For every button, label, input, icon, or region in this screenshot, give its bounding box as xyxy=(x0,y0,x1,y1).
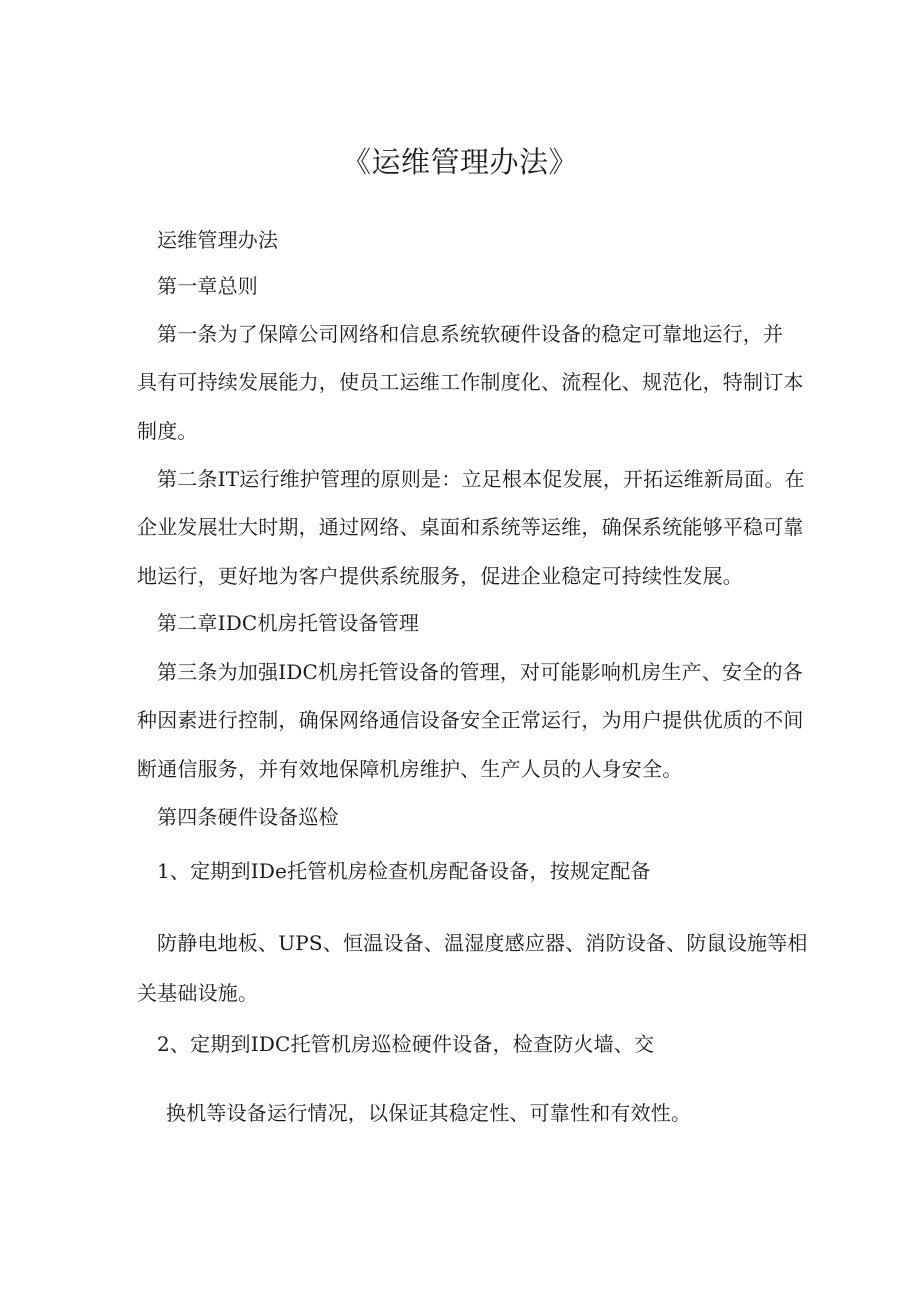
document-title: 《运维管理办法》 xyxy=(341,145,578,179)
paragraph-line: 第三条为加强IDC机房托管设备的管理，对可能影响机房生产、安全的各 xyxy=(157,660,803,684)
paragraph-line: 地运行，更好地为客户提供系统服务，促进企业稳定可持续性发展。 xyxy=(137,564,743,588)
paragraph-line: 种因素进行控制，确保网络通信设备安全正常运行，为用户提供优质的不间 xyxy=(137,708,804,732)
paragraph-line: 第二条IT运行维护管理的原则是：立足根本促发展，开拓运维新局面。在 xyxy=(157,467,805,491)
list-item: 1、定期到IDe托管机房检查机房配备设备，按规定配备 xyxy=(157,859,651,883)
paragraph-line: 换机等设备运行情况，以保证其稳定性、可靠性和有效性。 xyxy=(166,1101,692,1125)
list-item: 2、定期到IDC托管机房巡检硬件设备，检查防火墙、交 xyxy=(157,1032,655,1056)
chapter-heading: 第一章总则 xyxy=(157,274,258,298)
paragraph-line: 断通信服务，并有效地保障机房维护、生产人员的人身安全。 xyxy=(137,757,683,781)
chapter-heading: 第二章IDC机房托管设备管理 xyxy=(157,611,420,635)
paragraph-line: 防静电地板、UPS、恒温设备、温湿度感应器、消防设备、防鼠设施等相 xyxy=(157,931,808,955)
paragraph-heading: 运维管理办法 xyxy=(157,228,279,252)
paragraph-line: 具有可持续发展能力，使员工运维工作制度化、流程化、规范化，特制订本 xyxy=(137,370,804,394)
paragraph-line: 制度。 xyxy=(137,419,198,443)
paragraph-line: 第一条为了保障公司网络和信息系统软硬件设备的稳定可靠地运行，并 xyxy=(157,322,784,346)
paragraph-line: 企业发展壮大时期，通过网络、桌面和系统等运维，确保系统能够平稳可靠 xyxy=(137,515,804,539)
article-heading: 第四条硬件设备巡检 xyxy=(157,805,339,829)
paragraph-line: 关基础设施。 xyxy=(137,981,259,1005)
